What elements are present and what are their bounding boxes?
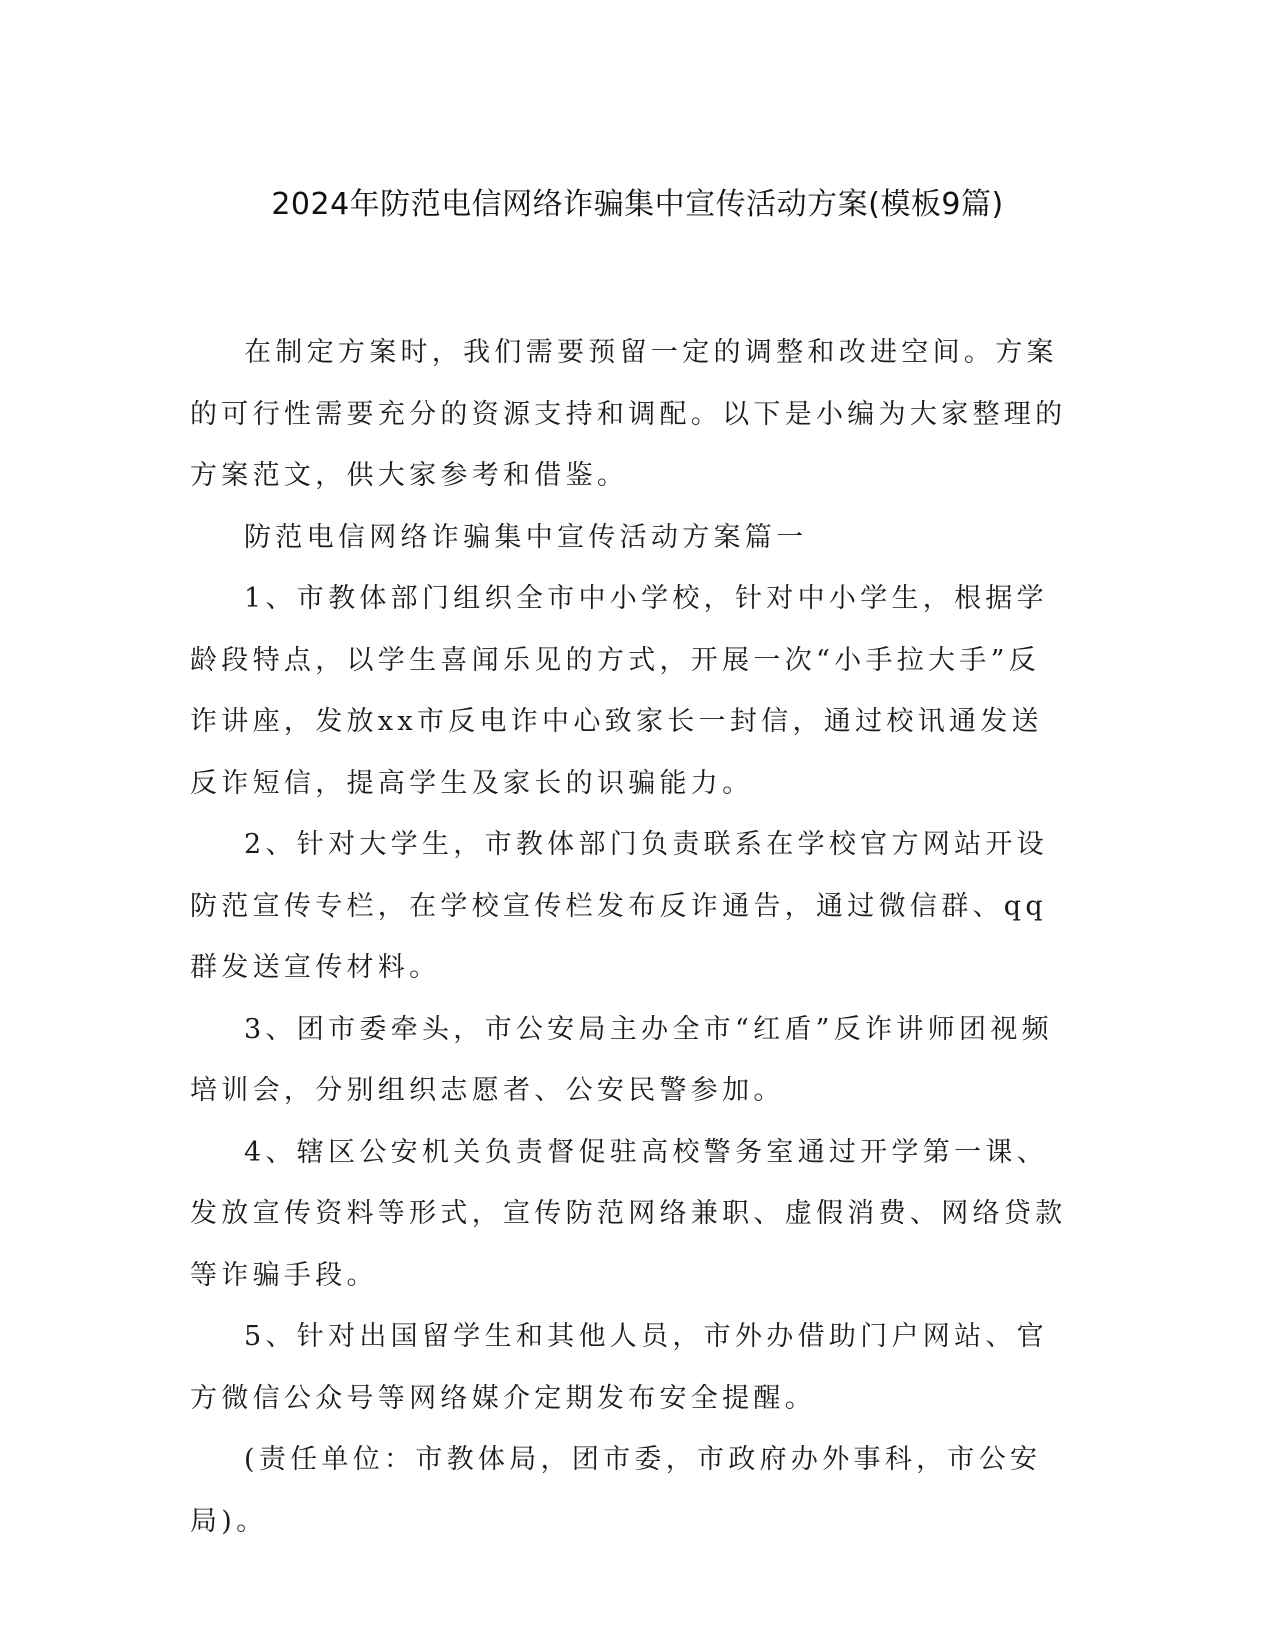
- document-title: 2024年防范电信网络诈骗集中宣传活动方案(模板9篇): [271, 187, 1004, 222]
- body-paragraph: 5、针对出国留学生和其他人员，市外办借助门户网站、官方微信公众号等网络媒介定期发布安全提醒。: [190, 1321, 1048, 1414]
- body-paragraph: 4、辖区公安机关负责督促驻高校警务室通过开学第一课、发放宣传资料等形式，宣传防范网络兼职、虚假消费、网络贷款等诈骗手段。: [190, 1136, 1067, 1291]
- section-heading: 防范电信网络诈骗集中宣传活动方案篇一: [244, 521, 808, 553]
- responsible-units-paragraph: (责任单位：市教体局，团市委，市政府办外事科，市公安局)。: [190, 1444, 1042, 1537]
- document-body: [190, 322, 1070, 1552]
- body-paragraph: 3、团市委牵头，市公安局主办全市“红盾”反诈讲师团视频培训会，分别组织志愿者、公安民警参加。: [190, 1013, 1053, 1106]
- body-paragraph: 1、市教体部门组织全市中小学校，针对中小学生，根据学龄段特点，以学生喜闻乐见的方式，开展一次“小手拉大手”反诈讲座，发放xx市反电诈中心致家长一封信，通过校讯通发送反诈短信，提高学生及家长的识骗能力。: [190, 583, 1048, 799]
- intro-paragraph: 在制定方案时，我们需要预留一定的调整和改进空间。方案的可行性需要充分的资源支持和调配。以下是小编为大家整理的方案范文，供大家参考和借鉴。: [190, 337, 1067, 491]
- body-paragraph: 2、针对大学生，市教体部门负责联系在学校官方网站开设防范宣传专栏，在学校宣传栏发布反诈通告，通过微信群、qq群发送宣传材料。: [190, 829, 1048, 983]
